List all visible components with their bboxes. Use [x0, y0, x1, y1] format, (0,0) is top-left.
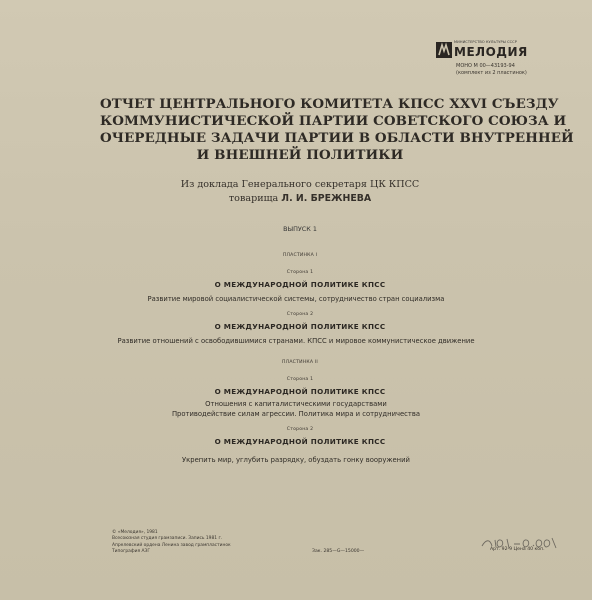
side-description	[76, 336, 516, 346]
imprint-line: Типография АЗГ	[112, 549, 151, 555]
source-line	[150, 192, 450, 206]
imprint-block	[112, 530, 231, 556]
side-label: Сторона 2	[286, 427, 314, 432]
melodiya-logo	[436, 40, 556, 62]
label-name: МЕЛОДИЯ	[454, 45, 528, 59]
description-line: Противодействие силам агрессии. Политика мира и сотрудничества	[171, 410, 421, 418]
record-label: ПЛАСТИНКА I	[282, 253, 318, 258]
title-line: ОЧЕРЕДНЫЕ ЗАДАЧИ ПАРТИИ В ОБЛАСТИ ВНУТРЕННЕЙ	[100, 130, 574, 146]
title-line: И ВНЕШНЕЙ ПОЛИТИКИ	[196, 147, 404, 163]
imprint-line: Апрелевский ордена Ленина завод грампластинок	[112, 542, 231, 548]
side-label: Сторона 1	[286, 270, 314, 275]
side-description	[76, 455, 516, 465]
side-heading: О МЕЖДУНАРОДНОЙ ПОЛИТИКЕ КПСС	[214, 437, 386, 446]
print-order: Зак. 285—G—15000—	[312, 549, 365, 554]
melodiya-logo-icon	[436, 42, 452, 58]
description-line: Укрепить мир, углубить разрядку, обуздать гонку вооружений	[182, 456, 410, 464]
description-line: Отношения с капиталистическими государствами	[205, 400, 387, 408]
side-heading: О МЕЖДУНАРОДНОЙ ПОЛИТИКЕ КПСС	[214, 322, 386, 331]
side-description	[76, 399, 516, 419]
side-label: Сторона 2	[286, 312, 314, 317]
side-heading: О МЕЖДУНАРОДНОЙ ПОЛИТИКЕ КПСС	[214, 280, 386, 289]
side-description	[76, 294, 516, 304]
imprint-line: Всесоюзная студия грамзаписи. Запись 1981 г.	[112, 536, 223, 542]
album-title	[100, 96, 574, 164]
ministry-label: МИНИСТЕРСТВО КУЛЬТУРЫ СССР	[454, 40, 517, 44]
source-line: Из доклада Генерального секретаря ЦК КПСС	[180, 179, 420, 190]
record-label: ПЛАСТИНКА II	[282, 360, 318, 365]
description-line: Развитие отношений с освободившимися странами. КПСС и мировое коммунистическое движение	[117, 337, 475, 345]
side-label: Сторона 1	[286, 377, 314, 382]
catalog-line: (комплект из 2 пластинок)	[456, 70, 527, 76]
price-label: Арт. 92-9 Цена 40 коп.	[490, 547, 545, 552]
speaker-name: Л. И. БРЕЖНЕВА	[281, 193, 372, 204]
title-line: КОММУНИСТИЧЕСКОЙ ПАРТИИ СОВЕТСКОГО СОЮЗА И	[100, 113, 567, 129]
source-credit	[150, 178, 450, 206]
side-heading: О МЕЖДУНАРОДНОЙ ПОЛИТИКЕ КПСС	[214, 387, 386, 396]
issue-number: ВЫПУСК 1	[283, 225, 317, 233]
imprint-line: © «Мелодия», 1981	[112, 530, 158, 535]
title-line: ОТЧЕТ ЦЕНТРАЛЬНОГО КОМИТЕТА КПСС XXVI СЪЕЗДУ	[100, 96, 559, 112]
source-prefix: товарища	[228, 193, 282, 204]
catalog-line: МОНО М 00—43193-94	[456, 63, 515, 69]
description-line: Развитие мировой социалистической системы, сотрудничество стран социализма	[147, 295, 445, 303]
catalog-number	[456, 63, 527, 77]
